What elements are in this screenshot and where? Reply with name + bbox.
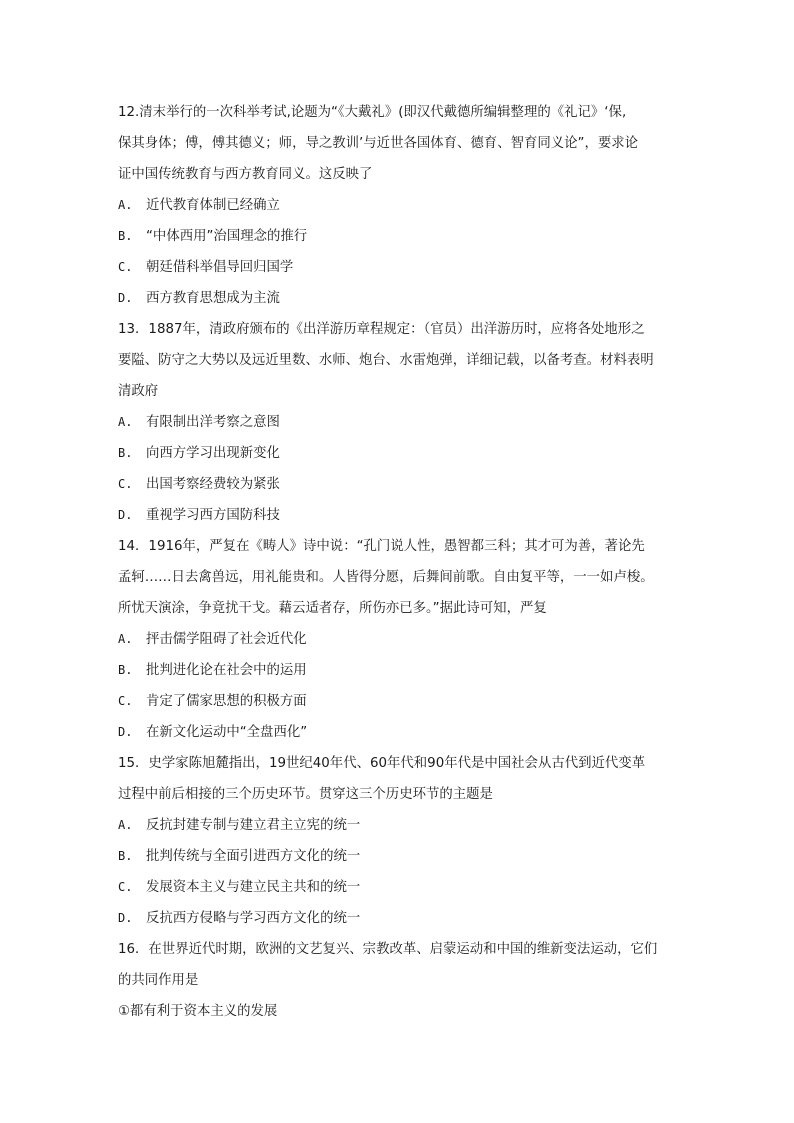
option-letter: D. — [118, 508, 133, 522]
question-stem-line: 16．在世界近代时期，欧洲的文艺复兴、宗教改革、启蒙运动和中国的维新变法运动，它们 — [118, 942, 658, 957]
question-stem-line: 清政府 — [118, 384, 159, 399]
option-a — [118, 624, 678, 655]
option-text: 发展资本主义与建立民主共和的统一 — [146, 880, 361, 895]
option-c — [118, 469, 678, 500]
option-text: 西方教育思想成为主流 — [146, 291, 280, 306]
option-text: 近代教育体制已经确立 — [146, 198, 280, 213]
option-c — [118, 686, 678, 717]
option-letter: D. — [118, 291, 133, 305]
option-text: 反抗封建专制与建立君主立宪的统一 — [146, 818, 361, 833]
option-letter: B. — [118, 849, 133, 863]
option-letter: B. — [118, 663, 133, 677]
option-text: “中体西用”治国理念的推行 — [146, 229, 308, 244]
option-d — [118, 717, 678, 748]
option-letter: C. — [118, 880, 133, 894]
option-a — [118, 407, 678, 438]
option-b — [118, 221, 678, 252]
option-letter: A. — [118, 632, 133, 646]
option-a — [118, 190, 678, 221]
question-list — [118, 97, 678, 1027]
option-text: 向西方学习出现新变化 — [146, 446, 280, 461]
option-letter: A. — [118, 818, 133, 832]
option-c — [118, 872, 678, 903]
question-stem-line: 的共同作用是 — [118, 973, 199, 988]
option-letter: C. — [118, 477, 133, 491]
option-text: 出国考察经费较为紧张 — [146, 477, 280, 492]
option-text: 批判进化论在社会中的运用 — [146, 663, 307, 678]
question-16 — [118, 934, 678, 996]
option-d — [118, 283, 678, 314]
question-14 — [118, 531, 678, 748]
option-letter: C. — [118, 260, 133, 274]
option-text: 反抗西方侵略与学习西方文化的统一 — [146, 911, 361, 926]
statement-item: ①都有利于资本主义的发展 — [118, 1004, 278, 1019]
option-letter: D. — [118, 911, 133, 925]
option-letter: A. — [118, 198, 133, 212]
option-b — [118, 841, 678, 872]
option-text: 抨击儒学阻碍了社会近代化 — [146, 632, 307, 647]
question-stem-line: 证中国传统教育与西方教育同义。这反映了 — [118, 167, 373, 182]
question-15 — [118, 748, 678, 934]
question-stem-line: 孟轲……日去禽兽远，用礼能贵和。人皆得分愿，后舞间前歌。自由复平等，一一如卢梭。 — [118, 570, 654, 585]
option-b — [118, 438, 678, 469]
question-stem-line: 14．1916年，严复在《畴人》诗中说：“孔门说人性，愚智都三科；其才可为善，著论先 — [118, 539, 645, 554]
option-letter: D. — [118, 725, 133, 739]
question-stem-line: 12.清末举行的一次科举考试,论题为“《大戴礼》(即汉代戴德所编辑整理的《礼记》‘保, — [118, 105, 627, 120]
question-12 — [118, 97, 678, 314]
option-text: 在新文化运动中“全盘西化” — [146, 725, 308, 740]
question-stem-line: 13．1887年，清政府颁布的《出洋游历章程规定：（官员）出洋游历时，应将各处地形之 — [118, 322, 645, 337]
option-a — [118, 810, 678, 841]
option-text: 有限制出洋考察之意图 — [146, 415, 280, 430]
option-d — [118, 903, 678, 934]
question-stem-line: 保其身体；傅，傅其德义；师，导之教训’与近世各国体育、德育、智育同义论”，要求论 — [118, 136, 639, 151]
option-text: 肯定了儒家思想的积极方面 — [146, 694, 307, 709]
option-text: 朝廷借科举倡导回归国学 — [146, 260, 294, 275]
option-letter: A. — [118, 415, 133, 429]
question-stem-line: 15．史学家陈旭麓指出，19世纪40年代、60年代和90年代是中国社会从古代到近代变革 — [118, 756, 646, 771]
option-letter: B. — [118, 229, 133, 243]
question-stem-line: 所忧天演涂，争竟扰干戈。藉云适者存，所伤亦已多。”据此诗可知，严复 — [118, 601, 547, 616]
option-d — [118, 500, 678, 531]
option-text: 批判传统与全面引进西方文化的统一 — [146, 849, 361, 864]
option-b — [118, 655, 678, 686]
option-c — [118, 252, 678, 283]
question-stem-line: 要隘、防守之大势以及远近里数、水师、炮台、水雷炮弹，详细记载，以备考查。材料表明 — [118, 353, 654, 368]
option-text: 重视学习西方国防科技 — [146, 508, 280, 523]
option-letter: C. — [118, 694, 133, 708]
option-letter: B. — [118, 446, 133, 460]
question-13 — [118, 314, 678, 531]
question-stem-line: 过程中前后相接的三个历史环节。贯穿这三个历史环节的主题是 — [118, 787, 493, 802]
